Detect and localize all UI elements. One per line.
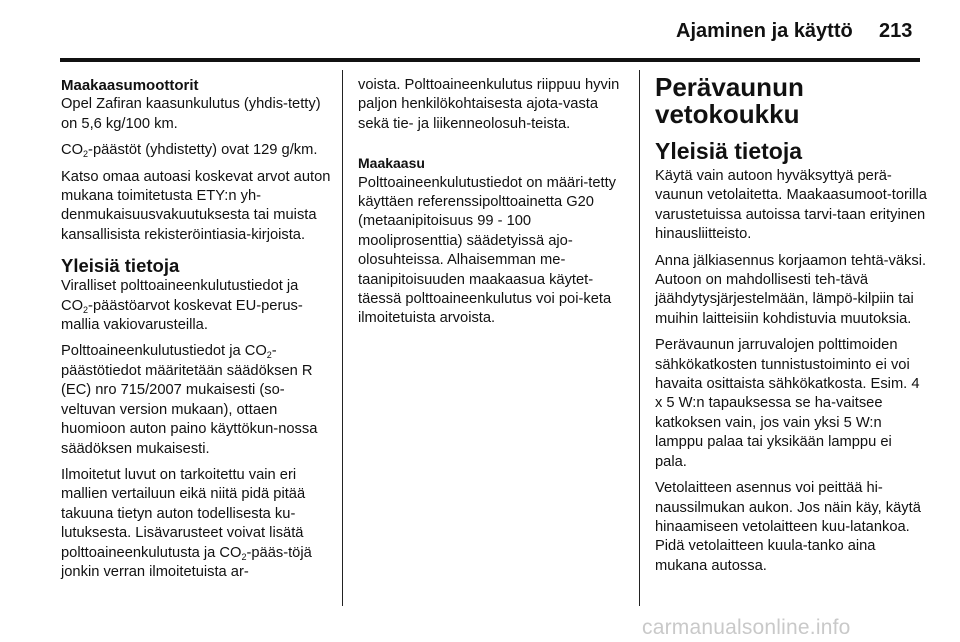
paragraph: Käytä vain autoon hyväksyttyä perä-vaunun vetolaitetta. Maakaasumoot-torilla varustetuissa autoissa tarvi-taan erityinen hinausliitteisto. — [655, 168, 927, 243]
column-divider-2 — [639, 70, 640, 606]
paragraph: Katso omaa autoasi koskevat arvot auton mukana toimitetusta ETY:n yh-denmukaisuusvakuutuksesta tai muista kansallisista rekisteröintiasia-kirjoista. — [61, 168, 331, 243]
paragraph: Anna jälkiasennus korjaamon tehtä-väksi. Autoon on mahdollisesti teh-tävä jäähdytysjärjestelmään, lämpö-kilpiin tai muihin laitteisiin kohdistuvia muutoksia. — [655, 252, 927, 327]
watermark: carmanualsonline.info — [642, 616, 851, 639]
column-divider-1 — [342, 70, 343, 606]
column-1 — [61, 76, 333, 589]
paragraph: Viralliset polttoaineenkulutustiedot ja $CO_2$-päästöarvot koskevat EU-perus-mallia vakiovarusteilla. — [61, 278, 303, 334]
paragraph: Perävaunun jarruvalojen polttimoiden sähkökatkosten tunnistustoiminto ei voi havaita osittaista sähkökatkosta. Esim. 4 x 5 W:n tapauksessa se ha-vaitsee katkoksen vain, jos vain yksi 5 W:n lamppu palaa tai yksikään lamppu ei pala. — [655, 337, 920, 470]
column-3 — [655, 72, 927, 583]
chapter-heading-peravaunun-vetokoukku: Perävaunun vetokoukku — [655, 72, 804, 129]
header-rule — [60, 58, 920, 62]
paragraph: $CO_2$-päästöt (yhdistetty) ovat 129 g/km. — [61, 142, 318, 160]
paragraph: Ilmoitetut luvut on tarkoitettu vain eri mallien vertailuun eikä niitä pidä pitää takuuna tietyn auton todellisesta ku-lutuksesta. Lisävarusteet voivat lisätä polttoaineenkulutusta ja $CO_2-pääs$-töjä jonkin verran ilmoitetuista ar- — [61, 466, 312, 580]
section-heading-yleisia-tietoja: Yleisiä tietoja — [61, 255, 180, 277]
section-heading-maakaasumoottorit: Maakaasumoottorit — [61, 77, 199, 94]
running-header: Ajaminen ja käyttö — [676, 20, 853, 42]
column-2 — [358, 76, 630, 336]
paragraph: Vetolaitteen asennus voi peittää hi-naussilmukan aukon. Jos näin käy, käytä hinaamiseen vetolaitteen kuu-latankoa. Pidä vetolaitteen kuula-tanko aina mukana autossa. — [655, 480, 921, 574]
paragraph: voista. Polttoaineenkulutus riippuu hyvin paljon henkilökohtaisesta ajota-vasta sekä tie- ja liikenneolosuh-teista. — [358, 77, 620, 132]
page-number: 213 — [879, 20, 913, 42]
paragraph: Polttoaineenkulutustiedot on määri-tetty käyttäen referenssipolttoainetta G20 (metaanipitoisuus 99 - 100 mooliprosenttia) säädetyissä ajo-olosuhteissa. Alhaisemman me-taanipitoisuuden maakaasua käytet-täessä polttoaineenkulutus voi poi-keta ilmoitetuista arvoista. — [358, 174, 616, 327]
section-heading-yleisia-tietoja: Yleisiä tietoja — [655, 138, 803, 164]
section-heading-maakaasu: Maakaasu — [358, 155, 425, 172]
paragraph: Polttoaineenkulutustiedot ja $CO_2$-päästötiedot määritetään säädöksen R (EC) nro 715/2007 mukaisesti (so-veltuvan version mukaan), ottaen huomioon auton paino käyttökun-nossa säädöksen mukaisesti. — [61, 343, 318, 457]
paragraph: Opel Zafiran kaasunkulutus (yhdis-tetty) on 5,6 kg/100 km. — [61, 96, 321, 132]
